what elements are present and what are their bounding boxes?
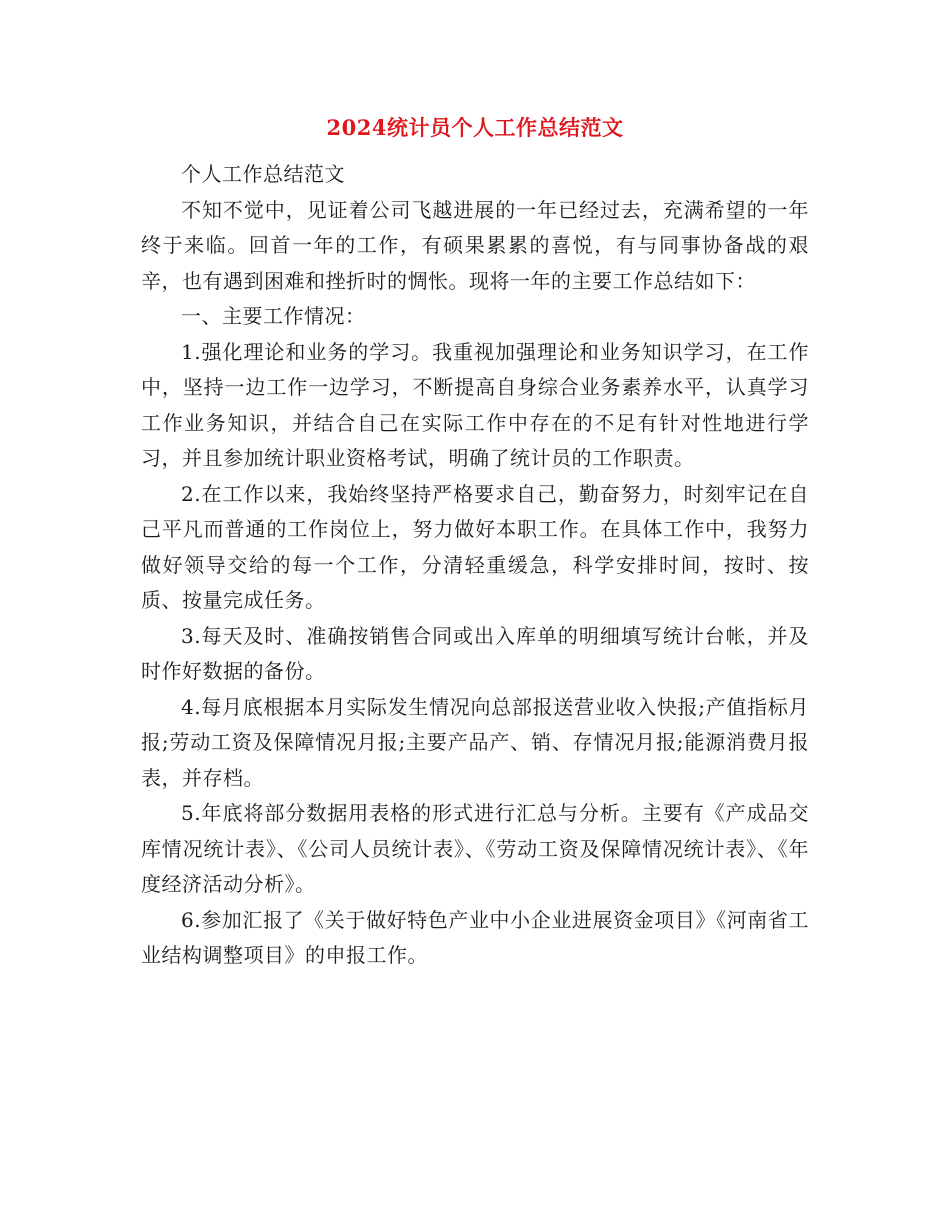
paragraph-item-6: 6.参加汇报了《关于做好特色产业中小企业进展资金项目》《河南省工业结构调整项目》的申报工作。 xyxy=(141,907,809,967)
section-heading-main-work: 一、主要工作情况： xyxy=(181,304,366,328)
paragraph-item-2: 2.在工作以来，我始终坚持严格要求自己，勤奋努力，时刻牢记在自己平凡而普通的工作岗位上，努力做好本职工作。在具体工作中，我努力做好领导交给的每一个工作，分清轻重缓急，科学安排时间，按时、按质、按量完成任务。 xyxy=(141,481,809,612)
document-body xyxy=(141,157,809,974)
paragraph-item-5: 5.年底将部分数据用表格的形式进行汇总与分析。主要有《产成品交库情况统计表》、《公司人员统计表》、《劳动工资及保障情况统计表》、《年度经济活动分析》。 xyxy=(141,801,809,896)
paragraph-intro: 不知不觉中，见证着公司飞越进展的一年已经过去，充满希望的一年终于来临。回首一年的工作，有硕果累累的喜悦，有与同事协备战的艰辛，也有遇到困难和挫折时的惆怅。现将一年的主要工作总结如下： xyxy=(141,197,809,293)
paragraph-item-4: 4.每月底根据本月实际发生情况向总部报送营业收入快报;产值指标月报;劳动工资及保障情况月报;主要产品产、销、存情况月报;能源消费月报表，并存档。 xyxy=(141,694,809,790)
document-title: 2024统计员个人工作总结范文 xyxy=(326,115,624,140)
paragraph-heading: 个人工作总结范文 xyxy=(181,162,345,186)
paragraph-item-3: 3.每天及时、准确按销售合同或出入库单的明细填写统计台帐，并及时作好数据的备份。 xyxy=(141,623,809,683)
paragraph-item-1: 1.强化理论和业务的学习。我重视加强理论和业务知识学习，在工作中，坚持一边工作一边学习，不断提高自身综合业务素养水平，认真学习工作业务知识，并结合自己在实际工作中存在的不足有针对性地进行学习，并且参加统计职业资格考试，明确了统计员的工作职责。 xyxy=(141,339,809,470)
